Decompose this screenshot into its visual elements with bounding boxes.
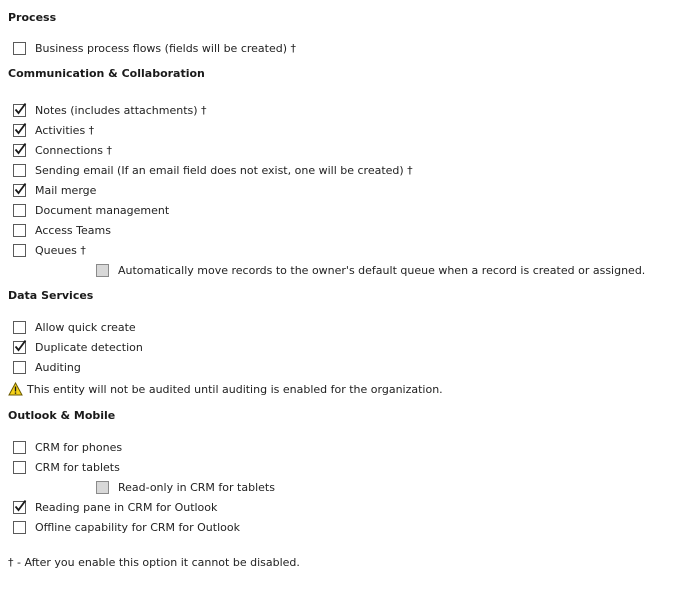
checkbox-row-read-only-tablets bbox=[96, 479, 275, 495]
section-title-process: Process bbox=[8, 11, 57, 24]
section-title-communication: Communication & Collaboration bbox=[8, 67, 205, 80]
checkbox-row-notes[interactable] bbox=[13, 102, 207, 118]
allow-quick-create-label: Allow quick create bbox=[35, 320, 136, 334]
checkbox-row-activities[interactable] bbox=[13, 122, 94, 138]
queues-checkbox[interactable] bbox=[13, 244, 26, 257]
mail-merge-label: Mail merge bbox=[35, 183, 97, 197]
read-only-tablets-checkbox bbox=[96, 481, 109, 494]
checkbox-row-crm-for-phones[interactable] bbox=[13, 439, 122, 455]
read-only-tablets-label: Read-only in CRM for tablets bbox=[118, 480, 275, 494]
checkbox-row-queues[interactable] bbox=[13, 242, 86, 258]
activities-label: Activities † bbox=[35, 123, 95, 137]
footnote: † - After you enable this option it cannot be disabled. bbox=[8, 556, 300, 569]
connections-checkbox[interactable] bbox=[13, 144, 26, 157]
reading-pane-checkbox[interactable] bbox=[13, 501, 26, 514]
offline-capability-label: Offline capability for CRM for Outlook bbox=[35, 520, 240, 534]
duplicate-detection-checkbox[interactable] bbox=[13, 341, 26, 354]
checkbox-row-business-process-flows[interactable] bbox=[13, 40, 296, 56]
checkbox-row-crm-for-tablets[interactable] bbox=[13, 459, 120, 475]
allow-quick-create-checkbox[interactable] bbox=[13, 321, 26, 334]
auditing-warning bbox=[8, 382, 443, 396]
offline-capability-checkbox[interactable] bbox=[13, 521, 26, 534]
sending-email-checkbox[interactable] bbox=[13, 164, 26, 177]
checkbox-row-auditing[interactable] bbox=[13, 359, 81, 375]
checkbox-row-connections[interactable] bbox=[13, 142, 112, 158]
checkbox-row-offline-capability[interactable] bbox=[13, 519, 240, 535]
activities-checkbox[interactable] bbox=[13, 124, 26, 137]
mail-merge-checkbox[interactable] bbox=[13, 184, 26, 197]
queue-auto-move-checkbox bbox=[96, 264, 109, 277]
checkbox-row-queue-auto-move bbox=[96, 262, 645, 278]
connections-label: Connections † bbox=[35, 143, 112, 157]
checkbox-row-mail-merge[interactable] bbox=[13, 182, 96, 198]
notes-checkbox[interactable] bbox=[13, 104, 26, 117]
document-management-checkbox[interactable] bbox=[13, 204, 26, 217]
queue-auto-move-label: Automatically move records to the owner's default queue when a record is created or assigned. bbox=[118, 263, 646, 277]
checkbox-row-access-teams[interactable] bbox=[13, 222, 111, 238]
checkbox-row-reading-pane[interactable] bbox=[13, 499, 217, 515]
auditing-checkbox[interactable] bbox=[13, 361, 26, 374]
auditing-label: Auditing bbox=[35, 360, 81, 374]
document-management-label: Document management bbox=[35, 203, 170, 217]
duplicate-detection-label: Duplicate detection bbox=[35, 340, 143, 354]
checkbox-row-duplicate-detection[interactable] bbox=[13, 339, 143, 355]
checkbox-row-sending-email[interactable] bbox=[13, 162, 413, 178]
sending-email-label: Sending email (If an email field does not exist, one will be created) † bbox=[35, 163, 413, 177]
warning-icon bbox=[8, 382, 23, 396]
crm-for-phones-checkbox[interactable] bbox=[13, 441, 26, 454]
queues-label: Queues † bbox=[35, 243, 86, 257]
crm-for-phones-label: CRM for phones bbox=[35, 440, 123, 454]
checkbox-row-document-management[interactable] bbox=[13, 202, 169, 218]
business-process-flows-checkbox[interactable] bbox=[13, 42, 26, 55]
crm-for-tablets-label: CRM for tablets bbox=[35, 460, 120, 474]
auditing-warning-text: This entity will not be audited until auditing is enabled for the organization. bbox=[27, 382, 443, 396]
crm-for-tablets-checkbox[interactable] bbox=[13, 461, 26, 474]
notes-label: Notes (includes attachments) † bbox=[35, 103, 207, 117]
section-title-outlook-mobile: Outlook & Mobile bbox=[8, 409, 116, 422]
access-teams-checkbox[interactable] bbox=[13, 224, 26, 237]
business-process-flows-label: Business process flows (fields will be created) † bbox=[35, 41, 297, 55]
checkbox-row-allow-quick-create[interactable] bbox=[13, 319, 136, 335]
reading-pane-label: Reading pane in CRM for Outlook bbox=[35, 500, 218, 514]
section-title-data-services: Data Services bbox=[8, 289, 94, 302]
access-teams-label: Access Teams bbox=[35, 223, 111, 237]
